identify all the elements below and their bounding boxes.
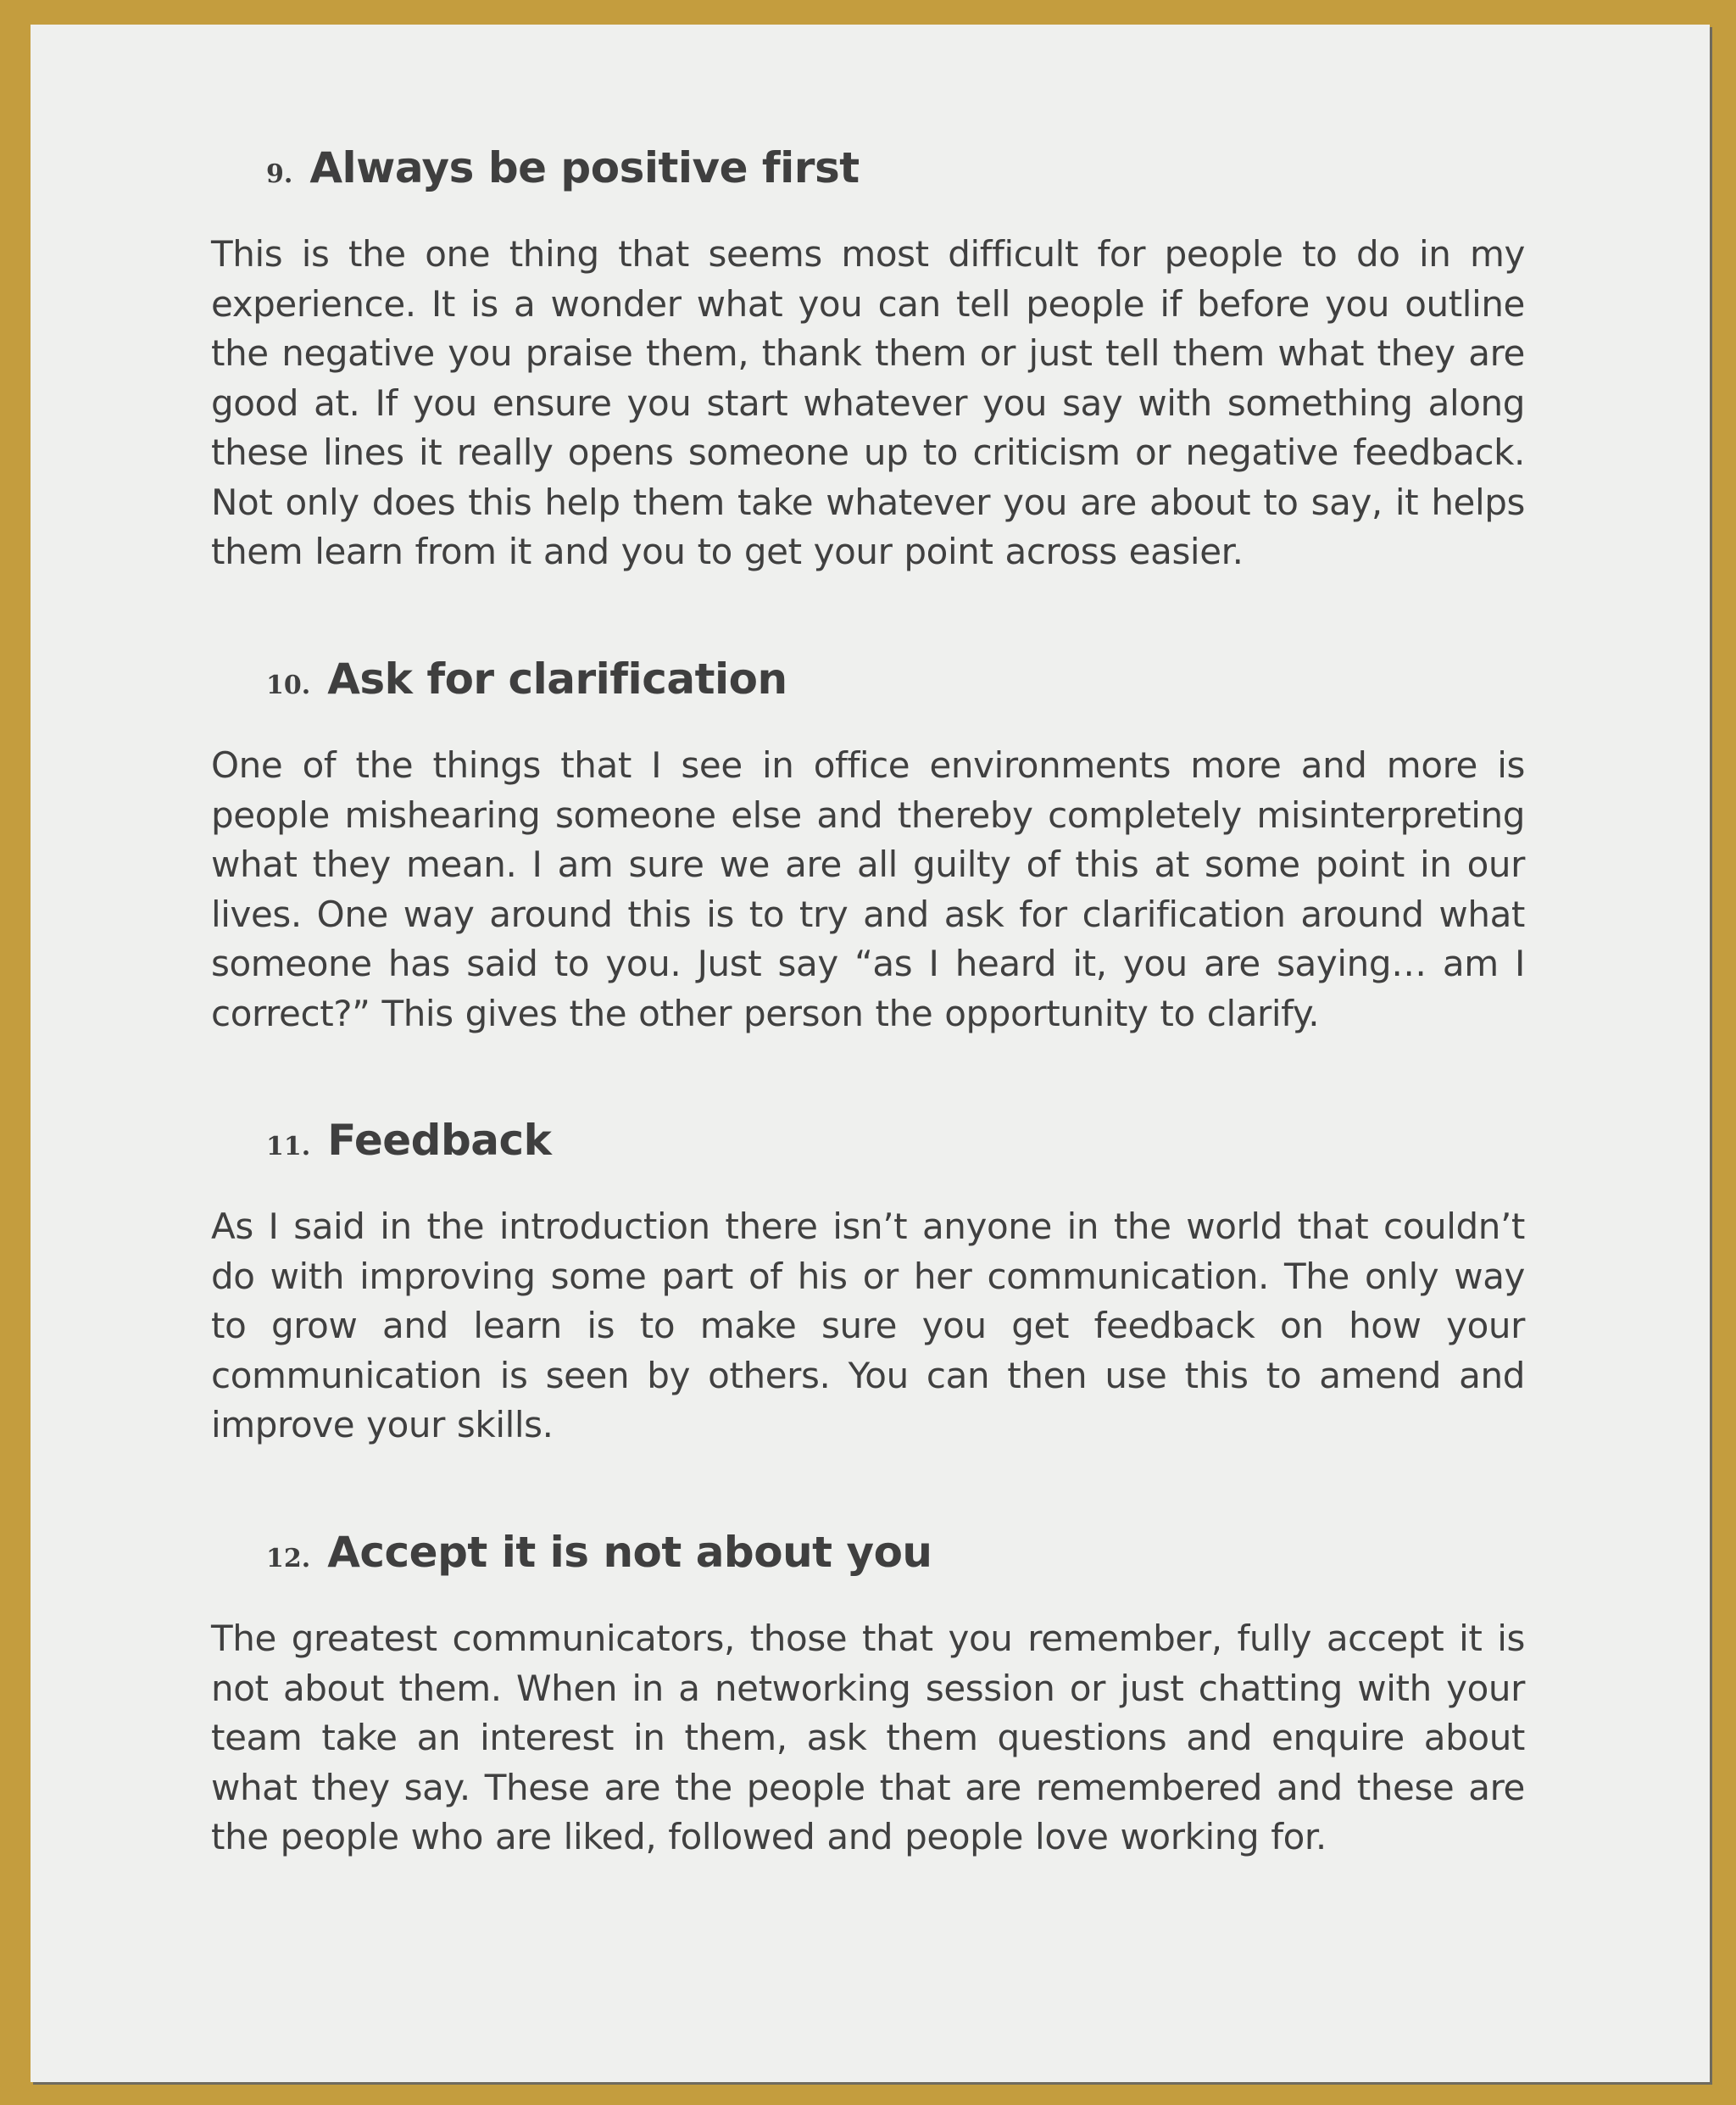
section-body: As I said in the introduction there isn’t anyone in the world that couldn’t do with improving some part of his or her communication. The only way to grow and learn is to make sure you get feedback on how your communication is seen by others. You can then use this to amend and improve your skills. bbox=[211, 1206, 1525, 1445]
section-body: This is the one thing that seems most difficult for people to do in my experience. It is a wonder what you can tell people if before you outline the negative you praise them, thank them or just tell them what they are good at. If you ensure you start whatever you say with something along these lines it really opens someone up to criticism or negative feedback. Not only does this help them take whatever you are about to say, it helps them learn from it and you to get your point across easier. bbox=[211, 233, 1525, 572]
section-heading bbox=[266, 143, 1525, 192]
section-number: 9. bbox=[266, 159, 293, 189]
document-page bbox=[31, 25, 1710, 2082]
section-accept-it-is-not-about-you bbox=[211, 1528, 1525, 1863]
section-always-be-positive-first bbox=[211, 143, 1525, 577]
section-title: Ask for clarification bbox=[327, 654, 787, 704]
section-ask-for-clarification bbox=[211, 654, 1525, 1039]
section-number: 12. bbox=[266, 1544, 311, 1573]
section-title: Feedback bbox=[327, 1116, 552, 1165]
section-title: Always be positive first bbox=[309, 143, 860, 192]
section-heading bbox=[266, 1528, 1525, 1577]
section-feedback bbox=[211, 1116, 1525, 1451]
section-title: Accept it is not about you bbox=[327, 1528, 932, 1577]
section-number: 11. bbox=[266, 1132, 311, 1161]
section-body: One of the things that I see in office environments more and more is people mishearing someone else and thereby completely misinterpreting what they mean. I am sure we are all guilty of this at some point in our lives. One way around this is to try and ask for clarification around what someone has said to you. Just say “as I heard it, you are saying… am I correct?” This gives the other person the opportunity to clarify. bbox=[211, 744, 1525, 1034]
section-heading bbox=[266, 654, 1525, 704]
section-number: 10. bbox=[266, 671, 311, 700]
section-heading bbox=[266, 1116, 1525, 1165]
section-body: The greatest communicators, those that you remember, fully accept it is not about them. When in a networking session or just chatting with your team take an interest in them, ask them questions and enquire about what they say. These are the people that are remembered and these are the people who are liked, followed and people love working for. bbox=[211, 1618, 1525, 1857]
